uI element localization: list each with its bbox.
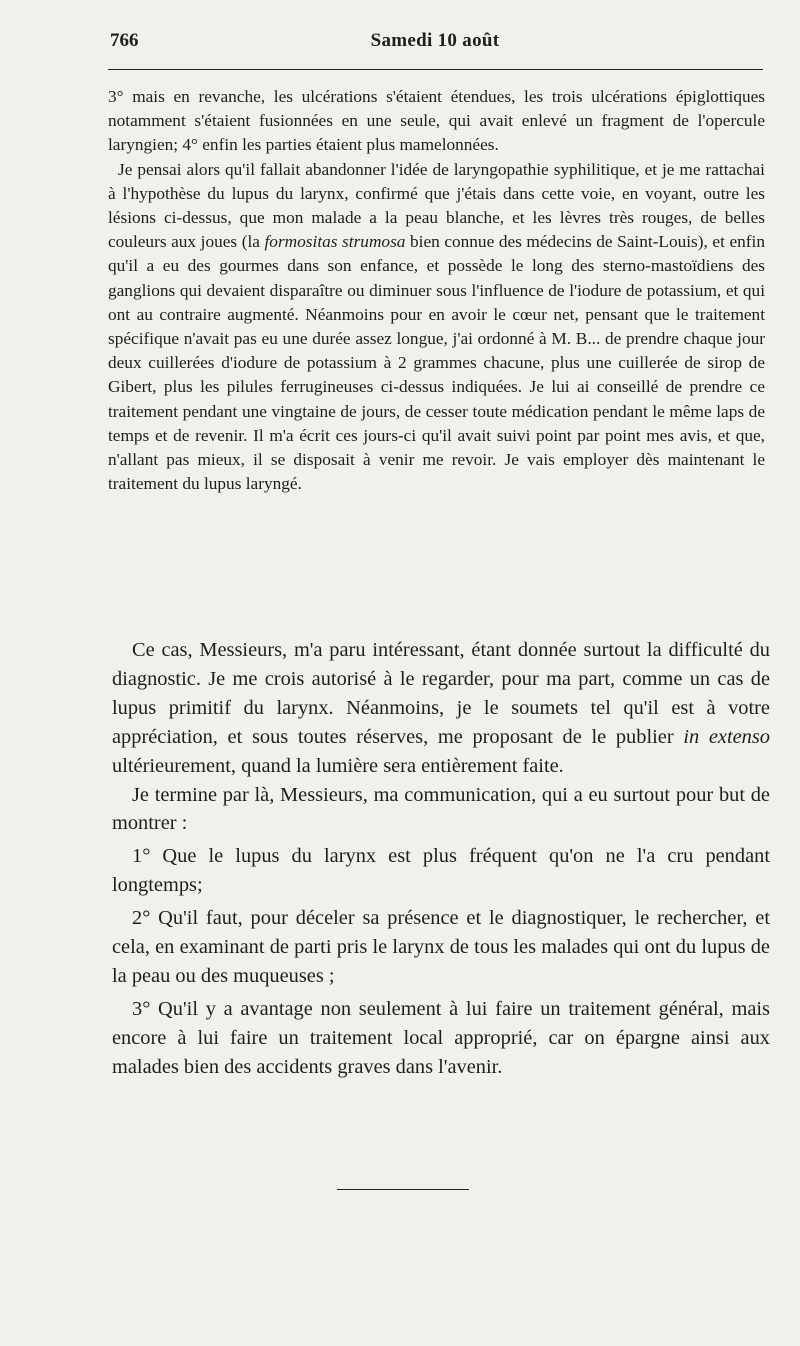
italic-term: in extenso <box>683 725 770 748</box>
paragraph-text: bien connue des médecins de Saint-Louis), et enfin qu'il a eu des gourmes dans son enfance, et possède le long des sterno-mastoïdiens des ganglions qui devaient disparaître ou diminuer sous l'influence de l'iodure de potassium, et qui ont au contraire augmenté. Néanmoins pour en avoir le cœur net, pensant que le traitement spécifique n'avait pas eu une durée assez longue, j'ai ordonné à M. B... de prendre chaque jour deux cuillerées d'iodure de potassium à 2 grammes chacune, plus une cuillerée de sirop de Gibert, plus les pilules ferrugineuses ci-dessus indiquées. Je lui ai conseillé de prendre ce traitement pendant une vingtaine de jours, de cesser toute médication pendant le même laps de temps et de revenir. Il m'a écrit ces jours-ci qu'il avait suivi point par point mes avis, et que, n'allant pas mieux, il se disposait à venir me revoir. Je vais employer dès maintenant le traitement du lupus laryngé. <box>108 232 765 494</box>
conclusion-item-2: 2° Qu'il faut, pour déceler sa présence et le diagnostiquer, le rechercher, et cela, en examinant de parti pris le larynx de tous les malades qui ont du lupus de la peau ou des muqueuses ; <box>112 907 770 987</box>
conclusion-section <box>112 636 770 1086</box>
page-number: 766 <box>110 30 139 51</box>
paragraph-text: ultérieurement, quand la lumière sera entièrement faite. <box>112 754 564 777</box>
italic-term: formositas strumosa <box>264 232 406 252</box>
paragraph-communication: Je termine par là, Messieurs, ma communication, qui a eu surtout pour but de montrer : <box>112 783 770 835</box>
header-rule <box>108 69 763 70</box>
paragraph-case-interest <box>112 636 770 781</box>
conclusion-item-1: 1° Que le lupus du larynx est plus fréquent qu'on ne l'a cru pendant longtemps; <box>112 845 770 897</box>
conclusion-item-3: 3° Qu'il y a avantage non seulement à lui faire un traitement général, mais encore à lui faire un traitement local approprié, car on épargne ainsi aux malades bien des accidents graves dans l'avenir. <box>112 997 770 1078</box>
paragraph-text: Ce cas, Messieurs, m'a paru intéressant, étant donnée surtout la difficulté du diagnostic. Je me crois autorisé à le regarder, pour ma part, comme un cas de lupus primitif du larynx. Néanmoins, je le soumets tel qu'il est à votre appréciation, et sous toutes réserves, me proposant de le publier <box>112 639 770 748</box>
running-head: Samedi 10 août <box>370 30 500 51</box>
paragraph-ulcerations: 3° mais en revanche, les ulcérations s'étaient étendues, les trois ulcérations épiglottiques notamment s'étaient fusionnées en une seule, qui avait enlevé un fragment de l'opercule laryngien; 4° enfin les parties étaient plus mamelonnées. <box>108 87 765 155</box>
case-details-section <box>108 85 765 496</box>
paragraph-text: Je pensai alors qu'il fallait abandonner l'idée de laryngopathie syphilitique, et je me rattachai à l'hypothèse du lupus du larynx, confirmé que j'étais dans cette voie, en voyant, outre les lésions ci-dessus, que mon malade a la peau blanche, et les lèvres très rouges, de belles couleurs aux joues (la <box>108 159 765 252</box>
page-header <box>110 30 760 56</box>
paragraph-lupus-hypothesis <box>108 158 765 497</box>
closing-rule <box>337 1189 469 1190</box>
